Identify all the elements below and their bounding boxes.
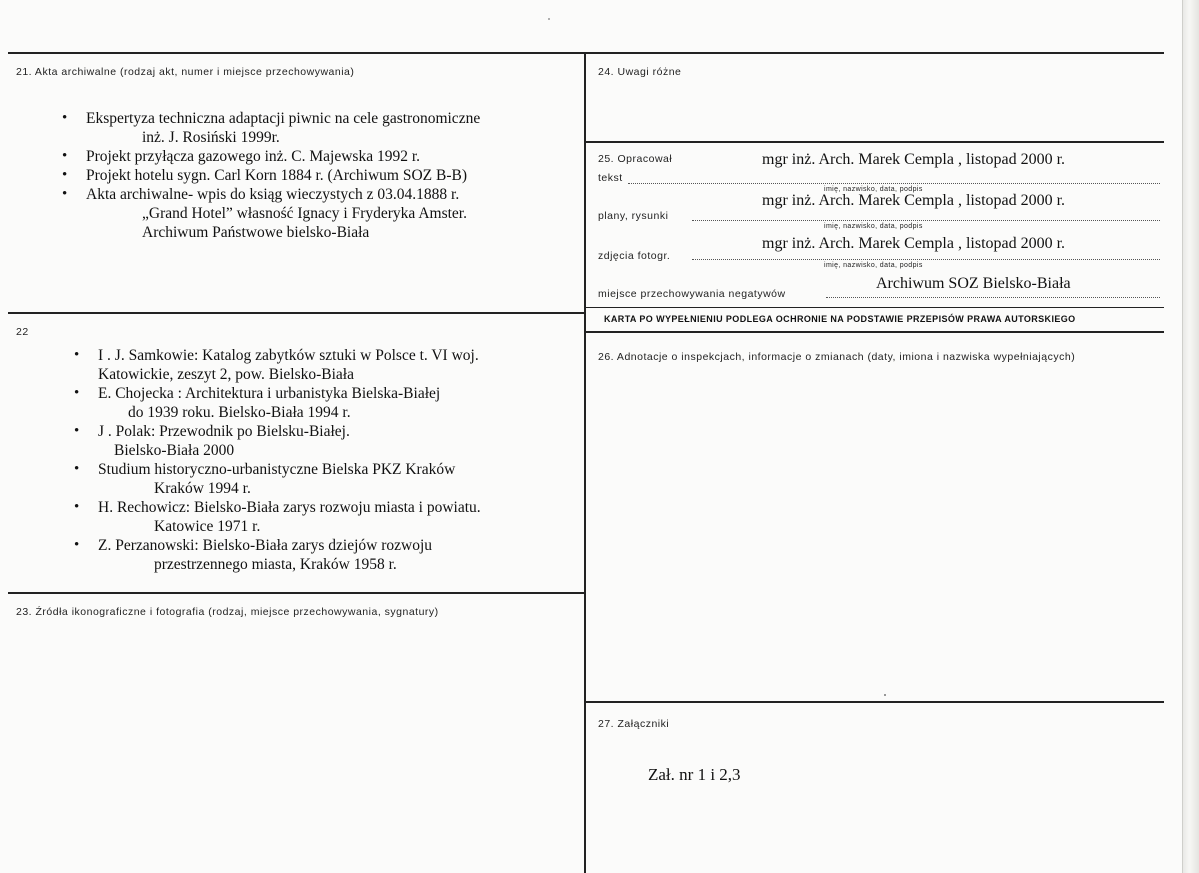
list-item: • Z. Perzanowski: Bielsko-Biała zarys dziejów rozwoju przestrzennego miasta, Kraków 1958 r.	[72, 536, 580, 574]
copyright-warning: KARTA PO WYPEŁNIENIU PODLEGA OCHRONIE NA PODSTAWIE PRZEPISÓW PRAWA AUTORSKIEGO	[604, 314, 1076, 324]
bibliography-list	[72, 346, 580, 574]
section-25-label: 25. Opracował	[598, 153, 673, 165]
rule-25-warning	[586, 307, 1164, 308]
list-item: • Ekspertyza techniczna adaptacji piwnic na cele gastronomiczne inż. J. Rosiński 1999r.	[60, 109, 580, 147]
list-item: • E. Chojecka : Architektura i urbanistyka Bielska-Białej do 1939 roku. Bielsko-Biała 1994 r.	[72, 384, 580, 422]
list-item: • Projekt hotelu sygn. Carl Korn 1884 r. (Archiwum SOZ B-B)	[60, 166, 580, 185]
section-26-label: 26. Adnotacje o inspekcjach, informacje o zmianach (daty, imiona i nazwiska wypełniających)	[598, 351, 1076, 363]
section-23-label: 23. Źródła ikonograficzne i fotografia (rodzaj, miejsce przechowywania, sygnatury)	[16, 606, 439, 618]
page-edge	[1182, 0, 1199, 873]
negatives-storage-value: Archiwum SOZ Bielsko-Biała	[876, 275, 1071, 292]
rule-22-23	[8, 592, 584, 594]
page-speck	[548, 18, 550, 20]
list-item: • Projekt przyłącza gazowego inż. C. Majewska 1992 r.	[60, 147, 580, 166]
rule-25-26	[586, 331, 1164, 333]
section-27-label: 27. Załączniki	[598, 718, 670, 730]
drawings-author-dotted-line	[692, 220, 1160, 221]
top-rule	[8, 52, 1164, 54]
negatives-storage-dotted-line	[826, 297, 1160, 298]
photos-author-label: zdjęcia fotogr.	[598, 250, 671, 262]
section-22-label: 22	[16, 326, 29, 338]
drawings-author-value: mgr inż. Arch. Marek Cempla , listopad 2000 r.	[762, 192, 1066, 209]
text-author-label: tekst	[598, 172, 623, 184]
archival-records-list	[60, 109, 580, 242]
list-item: • Studium historyczno-urbanistyczne Bielska PKZ Kraków Kraków 1994 r.	[72, 460, 580, 498]
text-author-dotted-line	[628, 183, 1160, 184]
rule-24-25	[586, 141, 1164, 143]
section-24-label: 24. Uwagi różne	[598, 66, 682, 78]
section-21-label: 21. Akta archiwalne (rodzaj akt, numer i miejsce przechowywania)	[16, 66, 355, 78]
drawings-author-caption: imię, nazwisko, data, podpis	[824, 223, 923, 230]
photos-author-dotted-line	[692, 259, 1160, 260]
photos-author-value: mgr inż. Arch. Marek Cempla , listopad 2000 r.	[762, 235, 1066, 252]
list-item: • I . J. Samkowie: Katalog zabytków sztuki w Polsce t. VI woj. Katowickie, zeszyt 2, pow. Bielsko-Biała	[72, 346, 580, 384]
center-divider	[584, 52, 586, 873]
photos-author-caption: imię, nazwisko, data, podpis	[824, 262, 923, 269]
text-author-value: mgr inż. Arch. Marek Cempla , listopad 2000 r.	[762, 151, 1066, 168]
list-item: • J . Polak: Przewodnik po Bielsku-Białej. Bielsko-Biała 2000	[72, 422, 580, 460]
negatives-storage-label: miejsce przechowywania negatywów	[598, 288, 786, 300]
page-speck	[884, 694, 886, 696]
list-item: • Akta archiwalne- wpis do ksiąg wieczystych z 03.04.1888 r. „Grand Hotel” własność Ignacy i Fryderyka Amster. Archiwum Państwowe bielsko-Biała	[60, 185, 580, 242]
rule-26-27	[586, 701, 1164, 703]
list-item: • H. Rechowicz: Bielsko-Biała zarys rozwoju miasta i powiatu. Katowice 1971 r.	[72, 498, 580, 536]
attachments-value: Zał. nr 1 i 2,3	[648, 765, 741, 784]
text-author-caption: imię, nazwisko, data, podpis	[824, 186, 923, 193]
rule-21-22	[8, 312, 584, 314]
drawings-author-label: plany, rysunki	[598, 210, 669, 222]
